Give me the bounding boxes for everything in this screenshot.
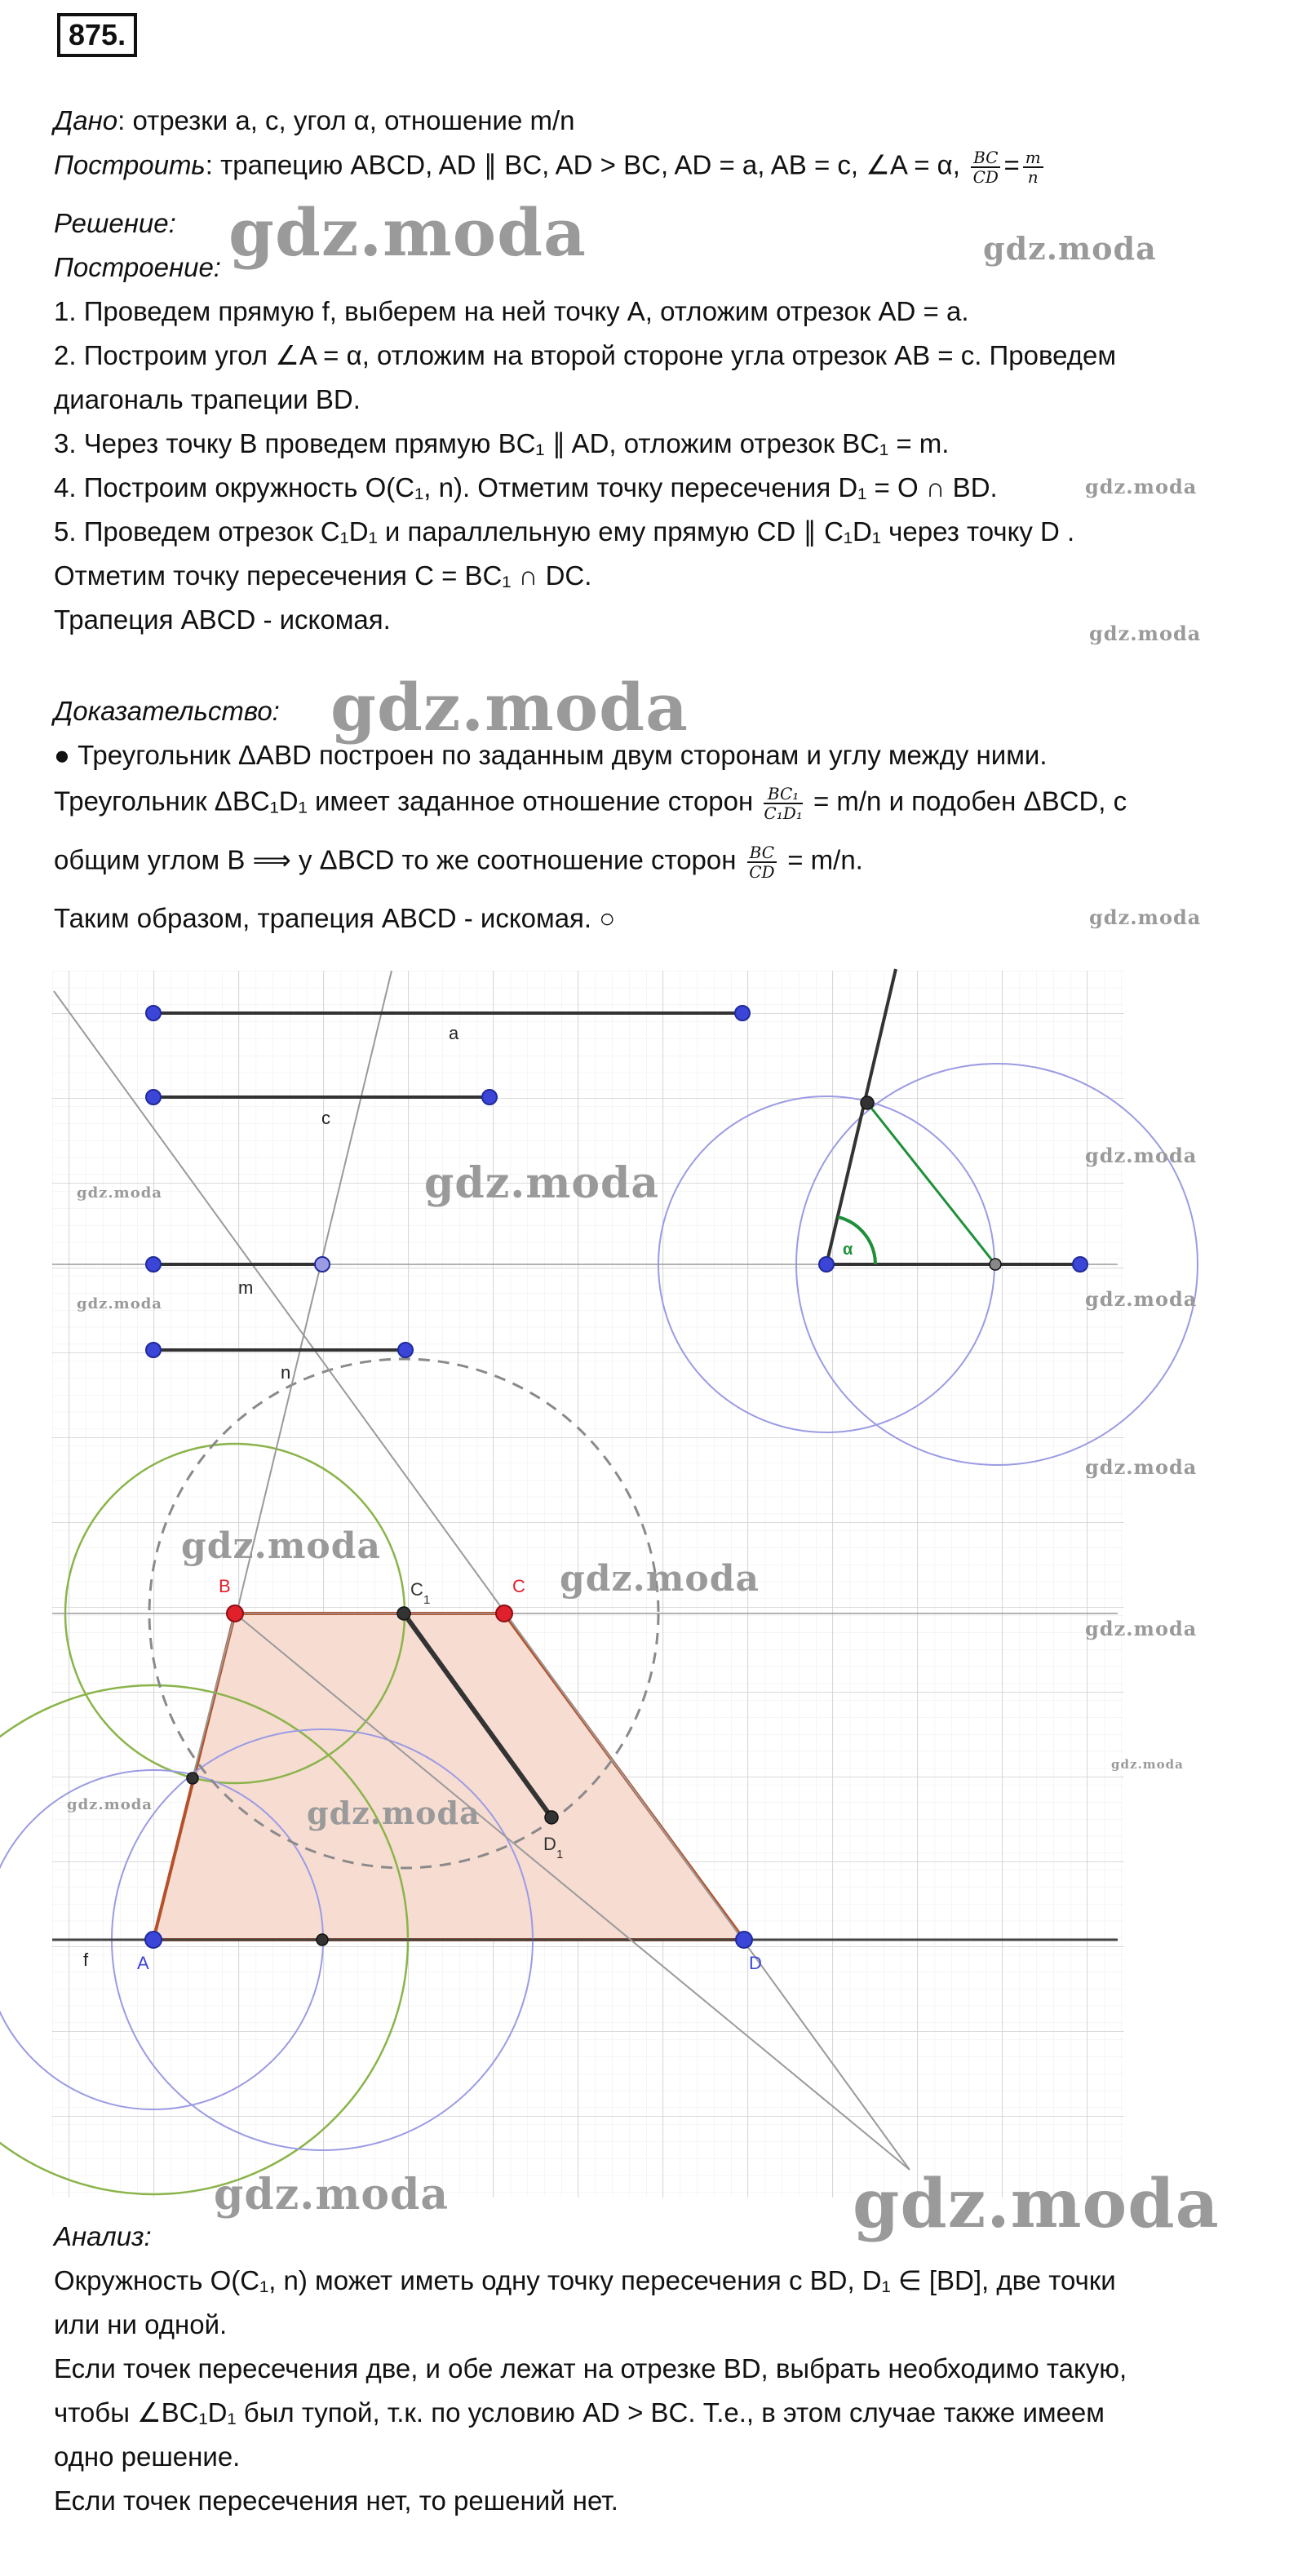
solution-label: Решение: [54,208,176,238]
watermark-7: gdz.moda [424,1158,660,1208]
point-C [496,1605,512,1622]
watermark-12: gdz.moda [1085,1455,1198,1479]
step-4: 4. Построим окружность O(C₁, n). Отметим точку пересечения D₁ = O ∩ BD. [54,472,998,502]
label-m: m [238,1277,254,1298]
watermark-6: gdz.moda [1089,905,1202,929]
analysis-line-4: чтобы ∠BC₁D₁ был тупой, т.к. по условию AD > BC. Т.е., в этом случае также имеем [54,2397,1105,2428]
construct-fraction-mn: $\frac{m}{n}$ [1023,148,1043,186]
point-angle-base [990,1259,1001,1270]
watermark-14: gdz.moda [560,1558,760,1600]
watermark-17: gdz.moda [67,1796,153,1813]
point-B [227,1605,243,1622]
proof-label: Доказательство: [54,696,280,726]
watermark-19: gdz.moda [214,2170,450,2220]
step-2: 2. Построим угол ∠A = α, отложим на второй стороне угла отрезок AB = c. Проведем [54,340,1117,370]
label-B: B [219,1576,231,1596]
watermark-13: gdz.moda [181,1525,382,1567]
point-A [145,1932,162,1948]
point-n-start [146,1343,161,1357]
watermark-8: gdz.moda [1085,1144,1198,1167]
label-alpha: α [843,1241,853,1259]
analysis-line-2: или ни одной. [54,2309,228,2339]
label-a: a [449,1023,459,1043]
watermark-18: gdz.moda [307,1795,481,1831]
label-f: f [83,1950,89,1970]
label-D1: D [543,1834,556,1854]
analysis-line-5: одно решение. [54,2441,241,2472]
given-label: Дано [54,105,118,135]
point-c-end [482,1090,497,1104]
point-C1 [397,1607,410,1620]
proof-fraction-2: $\frac{BC}{CD}$ [747,843,777,881]
watermark-11: gdz.moda [1085,1287,1198,1311]
step-2-cont: диагональ трапеции BD. [54,384,361,414]
analysis-line-1: Окружность O(C₁, n) может иметь одну точку пересечения с BD, D₁ ∈ [BD], две точки [54,2265,1116,2295]
label-C: C [512,1576,525,1596]
construction-result: Трапеция ABCD - искомая. [54,604,391,635]
label-D1-sub: 1 [556,1848,564,1861]
analysis-line-3: Если точек пересечения две, и обе лежат на отрезке BD, выбрать необходимо такую, [54,2353,1127,2383]
point-angle-end [1073,1257,1087,1272]
point-angle-vertex [819,1257,834,1272]
watermark-20: gdz.moda [853,2165,1220,2243]
proof-fraction-1: $\frac{\text{BC₁}}{\text{C₁D₁}}$ [764,784,803,823]
analysis-label: Анализ: [54,2221,152,2251]
label-C1: C [410,1579,423,1600]
watermark-3: gdz.moda [1085,475,1198,498]
label-A: A [137,1953,149,1973]
step-5: 5. Проведем отрезок C₁D₁ и параллельную ему прямую CD ∥ C₁D₁ через точку D . [54,516,1075,547]
watermark-4: gdz.moda [1089,622,1202,645]
point-angle-side [861,1096,874,1109]
step-3: 3. Через точку B проведем прямую BC₁ ∥ AD, отложим отрезок BC₁ = m. [54,428,950,458]
analysis-line-6: Если точек пересечения нет, то решений нет. [54,2485,618,2516]
point-n-end [398,1343,413,1357]
proof-conclusion: Таким образом, трапеция ABCD - искомая. ○ [54,903,616,933]
point-c-start [146,1090,161,1104]
watermark-15: gdz.moda [1085,1617,1198,1640]
proof-line-1: ● Треугольник ΔABD построен по заданным двум сторонам и углу между ними. [54,740,1048,770]
label-c: c [321,1108,330,1128]
point-m-start [146,1257,161,1272]
proof-line-3: общим углом B ⟹ у ΔBCD то же соотношение сторон $\frac{BC}{CD}$ = m/n. [54,843,863,882]
point-on-f [317,1934,328,1945]
point-a-start [146,1006,161,1020]
construct-line: Построить: трапецию ABCD, AD ∥ BC, AD > BC, AD = a, AB = c, ∠A = α, $\frac{BC}{CD}$ = $\frac{m}{n}$ [54,148,1047,186]
construct-fraction: $\frac{BC}{CD}$ [971,148,1000,186]
point-D1 [545,1811,558,1824]
given-text: : отрезки a, c, угол α, отношение m/n [117,105,575,135]
step-1: 1. Проведем прямую f, выберем на ней точку A, отложим отрезок AD = a. [54,296,969,326]
watermark-10: gdz.moda [77,1295,162,1312]
label-C1-sub: 1 [423,1593,431,1607]
watermark-16: gdz.moda [1111,1757,1184,1772]
construct-label: Построить [54,149,206,180]
point-a-end [735,1006,750,1020]
task-number: 875. [57,13,137,57]
watermark-9: gdz.moda [77,1184,162,1202]
construction-label: Построение: [54,252,221,282]
point-m-end [315,1257,330,1272]
watermark-2: gdz.moda [983,230,1157,267]
watermark-5: gdz.moda [330,669,689,746]
watermark-1: gdz.moda [228,194,587,271]
proof-line-2: Треугольник ΔBC₁D₁ имеет заданное отношение сторон $\frac{\text{BC₁}}{\text{C₁D₁}}$ = m/n и подобен ΔBCD, с [54,784,1127,823]
step-5-cont: Отметим точку пересечения C = BC₁ ∩ DC. [54,560,592,591]
point-D [736,1932,752,1948]
point-intersection-left [187,1773,198,1784]
construct-text: : трапецию ABCD, AD ∥ BC, AD > BC, AD = a, AB = c, ∠A = α, [205,149,960,180]
label-n: n [281,1362,291,1383]
label-D: D [749,1953,762,1973]
